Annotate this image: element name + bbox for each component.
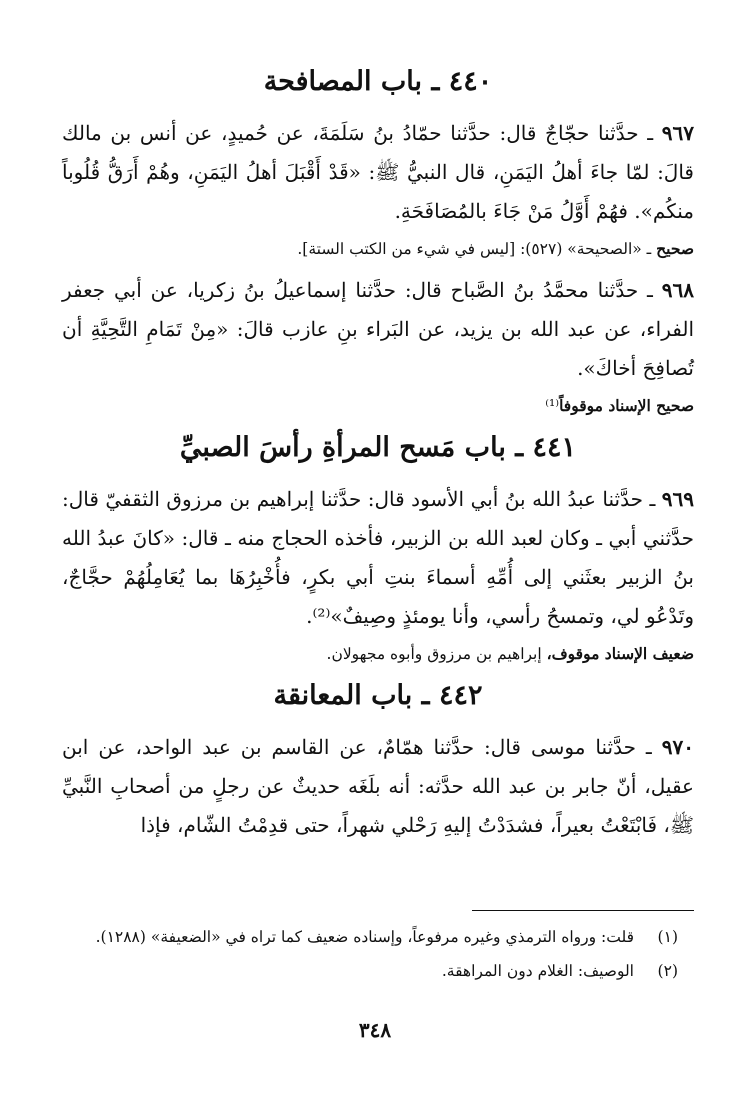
page-body xyxy=(62,58,694,845)
hadith-paragraph xyxy=(62,480,694,636)
grade-label: صحيح xyxy=(656,239,694,258)
footnotes xyxy=(62,922,678,990)
hadith-number: ٩٧٠ xyxy=(661,735,694,759)
hadith-grade xyxy=(62,235,694,263)
hadith-paragraph xyxy=(62,114,694,231)
hadith-text: ـ حدَّثنا حجّاجٌ قال: حدَّثنا حمّادُ بنُ سَلَمَةَ، عن حُميدٍ، عن أنس بن مالك قالَ: لمّا جاءَ أهلُ اليَمَنِ، قال النبيُّ ﷺ: «قَدْ أَقْبَلَ أهلُ اليَمَنِ، وهُمْ أَرَقُّ قُلُوباً منكُم». فهُمْ أَوَّلُ مَنْ جَاءَ بالمُصَافَحَةِ. xyxy=(62,121,694,223)
hadith-paragraph xyxy=(62,728,694,845)
grade-label: صحيح الإسناد موقوفاً xyxy=(559,396,694,415)
footnote-marker: (١) xyxy=(657,928,678,946)
grade-text: ـ «الصحيحة» (٥٢٧): [ليس في شيء من الكتب الستة]. xyxy=(297,240,657,258)
hadith-text: ـ حدَّثنا عبدُ الله بنُ أبي الأسود قال: حدَّثنا إبراهيم بن مرزوق الثقفيّ قال: حدَّثني أبي ـ وكان لعبد الله بن الزبير، فأخذه الحجاج منه ـ قال: «كانَ عبدُ الله بنُ الزبير بعثَني إلى أُمِّهِ أسماءَ بنتِ أبي بكرٍ، فأُخْبِرُهَا بما يُعَامِلُهُمْ حجَّاجٌ، وتَدْعُو لي، وتمسحُ رأسي، وأنا يومئذٍ وصِيفٌ»⁽²⁾. xyxy=(62,487,694,628)
footnote-item xyxy=(62,956,678,986)
chapter-section xyxy=(62,62,694,420)
chapter-title: ٤٤٠ ـ باب المصافحة xyxy=(263,66,493,97)
hadith-number: ٩٦٧ xyxy=(661,121,694,145)
hadith-grade xyxy=(62,640,694,668)
hadith-number: ٩٦٩ xyxy=(661,487,694,511)
grade-text: إبراهيم بن مرزوق وأبوه مجهولان. xyxy=(326,645,547,663)
hadith-grade xyxy=(62,392,694,420)
footnote-text: قلت: ورواه الترمذي وغيره مرفوعاً، وإسناده ضعيف كما تراه في «الضعيفة» (١٢٨٨). xyxy=(95,928,634,946)
chapter-title: ٤٤١ ـ باب مَسح المرأةِ رأسَ الصبيِّ xyxy=(179,432,577,463)
hadith-number: ٩٦٨ xyxy=(661,278,694,302)
footnote-text: الوصيف: الغلام دون المراهقة. xyxy=(441,962,634,980)
page-number: ٣٤٨ xyxy=(358,1018,392,1042)
hadith-text: ـ حدَّثنا محمَّدُ بنُ الصَّباح قال: حدَّثنا إسماعيلُ بنُ زكريا، عن أبي جعفر الفراء، عن عبد الله بن يزيد، عن البَراء بنِ عازب قالَ: «مِنْ تَمَامِ التَّحِيَّةِ أن تُصافِحَ أخاكَ». xyxy=(62,278,694,380)
hadith-text: ـ حدَّثنا موسى قال: حدَّثنا همّامٌ، عن القاسم بن عبد الواحد، عن ابن عقيل، أنّ جابر بن عبد الله حدَّثه: أنه بلَغَه حديثٌ عن رجلٍ من أصحابِ النَّبيِّ ﷺ، فَابْتَعْتُ بعيراً، فشدَدْتُ إليهِ رَحْلي شهراً، حتى قدِمْتُ الشّام، فإذا xyxy=(62,735,694,837)
footnote-item xyxy=(62,922,678,952)
chapter-section xyxy=(62,676,694,845)
chapter-section xyxy=(62,428,694,668)
grade-label: ضعيف الإسناد موقوف، xyxy=(546,644,694,663)
chapter-title: ٤٤٢ ـ باب المعانقة xyxy=(273,680,483,711)
footnote-divider xyxy=(472,910,694,911)
hadith-paragraph xyxy=(62,271,694,388)
footnote-ref: ⁽¹⁾ xyxy=(545,397,560,415)
footnote-marker: (٢) xyxy=(657,962,678,980)
